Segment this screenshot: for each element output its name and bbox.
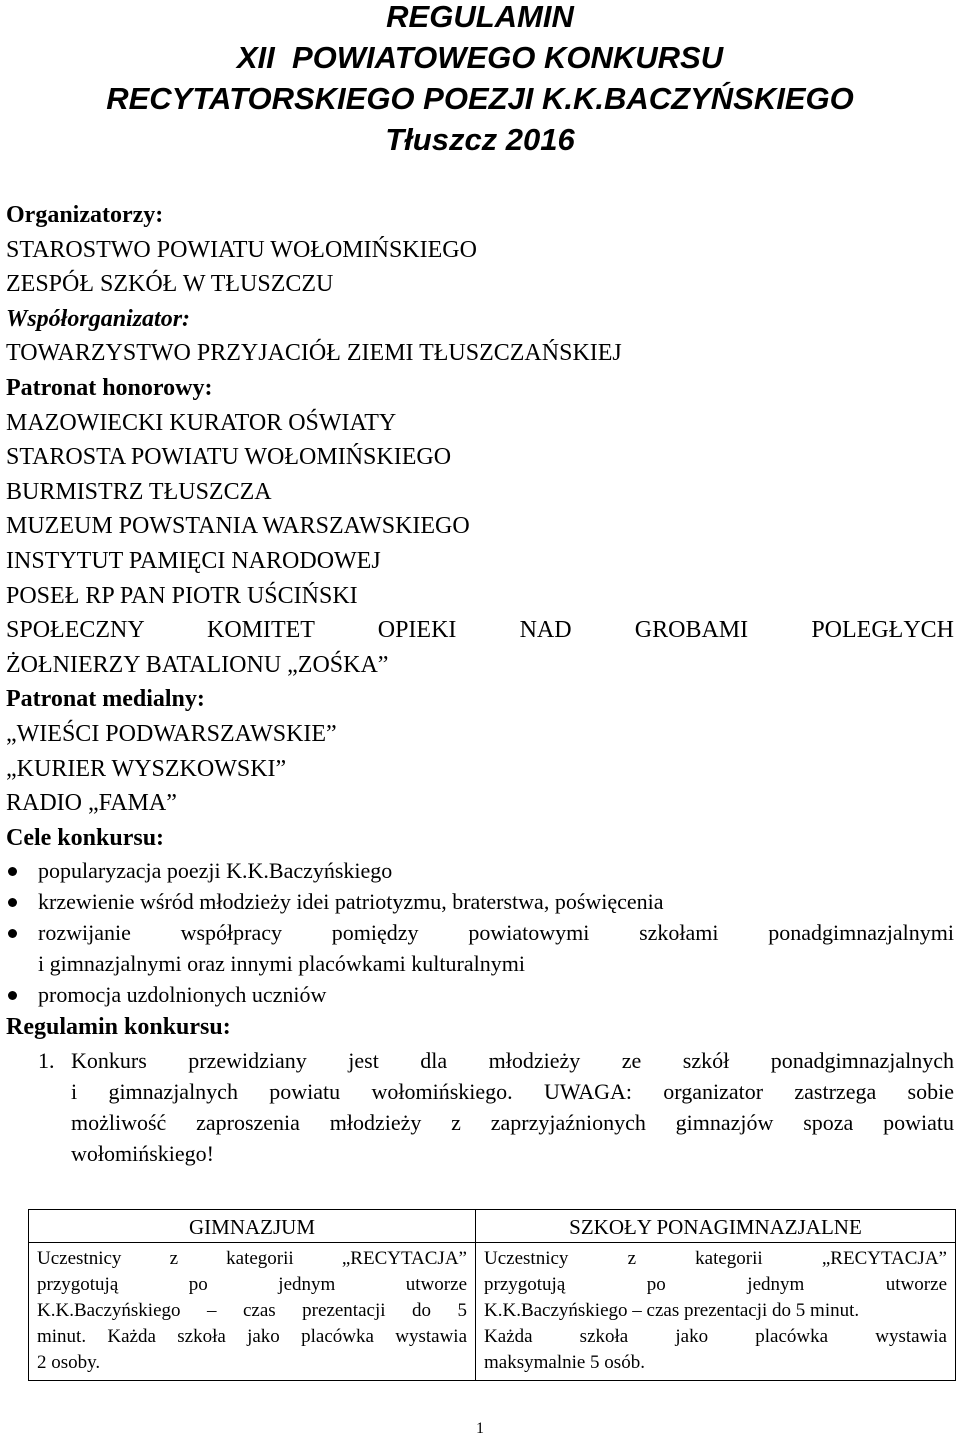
honorary-item: STAROSTA POWIATU WOŁOMIŃSKIEGO	[6, 444, 452, 471]
honorary-heading: Patronat honorowy:	[6, 374, 213, 401]
table-cell-gimnazjum: Uczestnicy z kategorii „RECYTACJA” przygotują po jednym utworze K.K.Baczyńskiego – czas prezentacji do 5 minut. Każda szkoła jako placówka wystawia 2 osoby.	[29, 1243, 476, 1381]
honorary-item: MUZEUM POWSTANIA WARSZAWSKIEGO	[6, 513, 470, 540]
honorary-item: MAZOWIECKI KURATOR OŚWIATY	[6, 409, 397, 436]
media-item: „KURIER WYSZKOWSKI”	[6, 755, 287, 782]
goal-item: rozwijanie współpracy pomiędzy powiatowymi szkołami ponadgimnazjalnymi	[6, 917, 954, 948]
table-header-szkoly: SZKOŁY PONAGIMNAZJALNE	[476, 1210, 956, 1243]
page-number: 1	[476, 1420, 484, 1437]
honorary-item: BURMISTRZ TŁUSZCZA	[6, 478, 272, 505]
rule-line: wołomińskiego!	[71, 1140, 214, 1166]
rule-line: i gimnazjalnych powiatu wołomińskiego. UWAGA: organizator zastrzega sobie	[71, 1078, 954, 1104]
table-header-gimnazjum: GIMNAZJUM	[29, 1210, 476, 1243]
table-row	[29, 1243, 956, 1381]
bullet-icon	[8, 991, 17, 1000]
coorganizer-item: TOWARZYSTWO PRZYJACIÓŁ ZIEMI TŁUSZCZAŃSKIEJ	[6, 340, 622, 367]
rule-number: 1.	[38, 1047, 55, 1073]
rule-item	[6, 1045, 954, 1169]
honorary-item: ŻOŁNIERZY BATALIONU „ZOŚKA”	[6, 651, 389, 678]
rules-list	[6, 1045, 954, 1169]
rule-line: Konkurs przewidziany jest dla młodzieży ze szkół ponadgimnazjalnych	[71, 1047, 954, 1073]
bullet-icon	[8, 867, 17, 876]
coorganizer-heading: Współorganizator:	[6, 305, 191, 332]
organizer-item: STAROSTWO POWIATU WOŁOMIŃSKIEGO	[6, 236, 477, 263]
document-title	[0, 0, 960, 160]
table-cell-szkoly: Uczestnicy z kategorii „RECYTACJA” przygotują po jednym utworze K.K.Baczyńskiego – czas prezentacji do 5 minut. Każda szkoła jako placówka wystawia maksymalnie 5 osób.	[476, 1243, 956, 1381]
organizers-heading: Organizatorzy:	[6, 202, 164, 228]
title-line-2: XII POWIATOWEGO KONKURSU	[236, 40, 724, 75]
title-line-4: Tłuszcz 2016	[385, 122, 575, 157]
goals-list	[6, 855, 954, 1010]
honorary-item: SPOŁECZNY KOMITET OPIEKI NAD GROBAMI POLEGŁYCH	[6, 617, 954, 644]
document-body	[6, 198, 954, 1169]
table-header-row	[29, 1210, 956, 1243]
media-item: RADIO „FAMA”	[6, 790, 177, 817]
rules-heading: Regulamin konkursu:	[6, 1014, 231, 1041]
media-heading: Patronat medialny:	[6, 686, 205, 713]
categories-table	[28, 1209, 956, 1381]
goal-item: krzewienie wśród młodzieży idei patriotyzmu, braterstwa, poświęcenia	[6, 886, 954, 917]
goals-heading: Cele konkursu:	[6, 824, 165, 851]
goal-item-continuation: i gimnazjalnymi oraz innymi placówkami kulturalnymi	[38, 951, 525, 977]
title-line-1: REGULAMIN	[386, 0, 574, 34]
bullet-icon	[8, 898, 17, 907]
honorary-item: POSEŁ RP PAN PIOTR UŚCIŃSKI	[6, 582, 358, 609]
title-line-3: RECYTATORSKIEGO POEZJI K.K.BACZYŃSKIEGO	[106, 81, 854, 116]
goal-item: promocja uzdolnionych uczniów	[6, 979, 954, 1010]
rule-line: możliwość zaproszenia młodzieży z zaprzyjaźnionych gimnazjów spoza powiatu	[71, 1109, 954, 1135]
bullet-icon	[8, 929, 17, 938]
media-item: „WIEŚCI PODWARSZAWSKIE”	[6, 720, 337, 747]
goal-item: popularyzacja poezji K.K.Baczyńskiego	[6, 855, 954, 886]
organizer-item: ZESPÓŁ SZKÓŁ W TŁUSZCZU	[6, 271, 334, 298]
honorary-item: INSTYTUT PAMIĘCI NARODOWEJ	[6, 547, 381, 574]
